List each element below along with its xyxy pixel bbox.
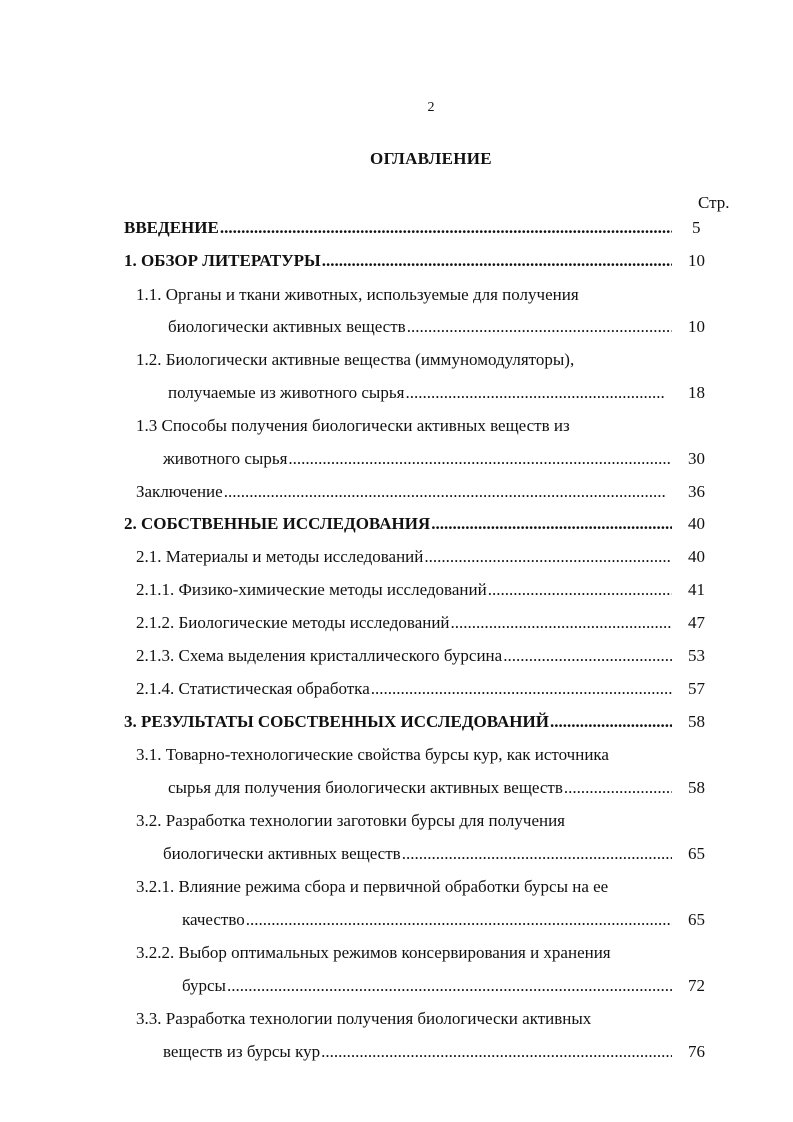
toc-entry-1-2[interactable]: 1.2. Биологически активные вещества (иммуномодуляторы),: [136, 350, 575, 369]
leader-dots: [550, 711, 672, 733]
leader-dots: [246, 909, 672, 931]
toc-entry-3-2-2[interactable]: 3.2.2. Выбор оптимальных режимов консервирования и хранения: [136, 943, 611, 962]
leader-dots: [220, 217, 672, 239]
toc-page-number: 65: [688, 844, 705, 863]
page-column-header: Стр.: [698, 193, 730, 212]
toc-page-number: 65: [688, 910, 705, 929]
toc-entry-3-2-1[interactable]: 3.2.1. Влияние режима сбора и первичной обработки бурсы на ее: [136, 877, 609, 896]
leader-dots: [405, 382, 664, 404]
toc-entry-3-2-1-continued[interactable]: качество .....: [182, 909, 672, 931]
toc-page-number: 58: [688, 778, 705, 797]
leader-dots: [227, 975, 672, 997]
leader-dots: [424, 546, 672, 568]
toc-entry-introduction[interactable]: ВВЕДЕНИЕ .....: [124, 217, 672, 239]
leader-dots: [288, 448, 672, 470]
toc-page-number: 57: [688, 679, 705, 698]
toc-page-number: 40: [688, 547, 705, 566]
leader-dots: [321, 1041, 672, 1063]
toc-page-number: 5: [692, 218, 701, 237]
toc-entry-3-2[interactable]: 3.2. Разработка технологии заготовки бурсы для получения: [136, 811, 566, 830]
toc-entry-3-3[interactable]: 3.3. Разработка технологии получения биологически активных: [136, 1009, 592, 1028]
leader-dots: [322, 250, 672, 272]
toc-entry-2-1-3[interactable]: 2.1.3. Схема выделения кристаллического бурсина .....: [136, 645, 672, 667]
toc-entry-1-2-continued[interactable]: получаемые из животного сырья .....: [168, 382, 664, 404]
leader-dots: [488, 579, 672, 601]
toc-entry-3-3-continued[interactable]: веществ из бурсы кур .....: [163, 1041, 672, 1063]
leader-dots: [402, 843, 672, 865]
toc-page-number: 41: [688, 580, 705, 599]
toc-entry-3-1[interactable]: 3.1. Товарно-технологические свойства бурсы кур, как источника: [136, 745, 609, 764]
leader-dots: [371, 678, 672, 700]
toc-entry-1-1[interactable]: 1.1. Органы и ткани животных, используемые для получения: [136, 285, 579, 304]
toc-page-number: 10: [688, 317, 705, 336]
toc-page-number: 36: [688, 482, 705, 501]
toc-entry-chapter-2[interactable]: 2. СОБСТВЕННЫЕ ИССЛЕДОВАНИЯ .....: [124, 513, 672, 535]
toc-entry-3-1-continued[interactable]: сырья для получения биологически активных веществ .....: [168, 777, 672, 799]
leader-dots: [451, 612, 672, 634]
toc-entry-1-1-continued[interactable]: биологически активных веществ .....: [168, 316, 672, 338]
toc-page-number: 76: [688, 1042, 705, 1061]
toc-entry-2-1-1[interactable]: 2.1.1. Физико-химические методы исследований .....: [136, 579, 672, 601]
toc-entry-1-3-continued[interactable]: животного сырья .....: [163, 448, 672, 470]
leader-dots: [224, 481, 666, 503]
toc-entry-2-1[interactable]: 2.1. Материалы и методы исследований .....: [136, 546, 672, 568]
page-number: 2: [427, 100, 435, 115]
toc-page-number: 30: [688, 449, 705, 468]
toc-entry-2-1-4[interactable]: 2.1.4. Статистическая обработка .....: [136, 678, 672, 700]
toc-page-number: 10: [688, 251, 705, 270]
leader-dots: [564, 777, 672, 799]
leader-dots: [407, 316, 672, 338]
toc-entry-3-2-continued[interactable]: биологически активных веществ .....: [163, 843, 672, 865]
toc-entry-chapter-3[interactable]: 3. РЕЗУЛЬТАТЫ СОБСТВЕННЫХ ИССЛЕДОВАНИЙ .....: [124, 711, 672, 733]
toc-page-number: 40: [688, 514, 705, 533]
toc-entry-conclusion[interactable]: Заключение .....: [136, 481, 666, 503]
toc-page-number: 18: [688, 383, 705, 402]
toc-page-number: 72: [688, 976, 705, 995]
toc-entry-3-2-2-continued[interactable]: бурсы .....: [182, 975, 672, 997]
toc-entry-1-3[interactable]: 1.3 Способы получения биологически активных веществ из: [136, 416, 570, 435]
leader-dots: [503, 645, 672, 667]
toc-page-number: 58: [688, 712, 705, 731]
toc-page-number: 47: [688, 613, 705, 632]
leader-dots: [431, 513, 672, 535]
toc-title: ОГЛАВЛЕНИЕ: [370, 149, 492, 168]
toc-entry-chapter-1[interactable]: 1. ОБЗОР ЛИТЕРАТУРЫ .....: [124, 250, 672, 272]
toc-entry-2-1-2[interactable]: 2.1.2. Биологические методы исследований .....: [136, 612, 672, 634]
toc-page-number: 53: [688, 646, 705, 665]
